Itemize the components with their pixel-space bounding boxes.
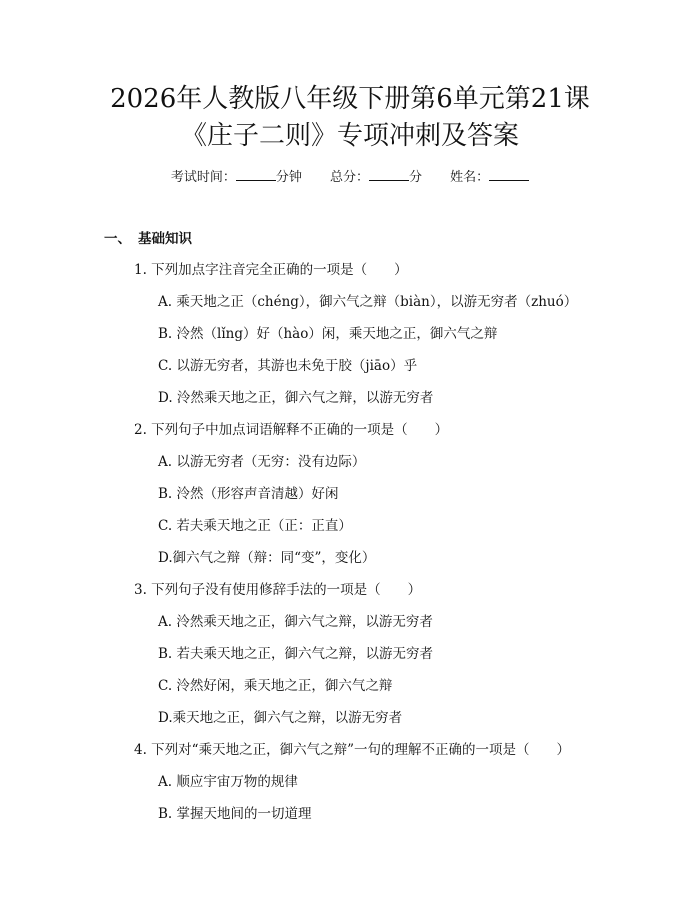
question-option: B. 掌握天地间的一切道理: [158, 806, 312, 822]
question-option: A. 泠然乘天地之正，御六气之辩，以游无穷者: [158, 614, 433, 630]
question-stem: 3. 下列句子没有使用修辞手法的一项是（ ）: [134, 582, 422, 598]
question-option: D.乘天地之正，御六气之辩，以游无穷者: [158, 710, 403, 726]
question-option: C. 以游无穷者，其游也未免于胶（jiāo）乎: [158, 358, 418, 374]
exam-time-blank: [236, 168, 276, 181]
page-title-line-1: 2026年人教版八年级下册第6单元第21课: [110, 84, 590, 114]
name-label: 姓名：: [450, 170, 490, 185]
name-blank: [489, 168, 529, 181]
page-title-line-2: 《庄子二则》专项冲刺及答案: [180, 121, 519, 151]
exam-time-label: 考试时间：: [170, 170, 236, 185]
question-option: D.御六气之辩（辩：同“变”，变化）: [158, 550, 376, 566]
question-option: D. 泠然乘天地之正，御六气之辩，以游无穷者: [158, 390, 434, 406]
exam-info-line: [0, 168, 700, 187]
section-heading: [104, 230, 192, 248]
question-stem: 4. 下列对“乘天地之正，御六气之辩”一句的理解不正确的一项是（ ）: [134, 742, 570, 758]
question-option: A. 以游无穷者（无穷：没有边际）: [158, 454, 366, 470]
total-score-label: 总分：: [329, 170, 369, 185]
question-option: B. 泠然（lǐng）好（hào）闲，乘天地之正，御六气之辩: [158, 326, 498, 342]
section-number: 一、: [104, 231, 131, 247]
question-stem: 1. 下列加点字注音完全正确的一项是（ ）: [134, 262, 408, 278]
question-option: A. 顺应宇宙万物的规律: [158, 774, 298, 790]
exam-time-unit: 分钟: [275, 170, 302, 185]
question-option: C. 若夫乘天地之正（正：正直）: [158, 518, 352, 534]
question-option: C. 泠然好闲，乘天地之正，御六气之辩: [158, 678, 393, 694]
total-score-unit: 分: [409, 170, 423, 185]
section-title: 基础知识: [138, 231, 192, 247]
question-stem: 2. 下列句子中加点词语解释不正确的一项是（ ）: [134, 422, 449, 438]
total-score-blank: [369, 168, 409, 181]
question-option: B. 若夫乘天地之正，御六气之辩，以游无穷者: [158, 646, 434, 662]
question-option: B. 泠然（形容声音清越）好闲: [158, 486, 339, 502]
question-option: A. 乘天地之正（chéng），御六气之辩（biàn），以游无穷者（zhuó）: [158, 294, 578, 310]
